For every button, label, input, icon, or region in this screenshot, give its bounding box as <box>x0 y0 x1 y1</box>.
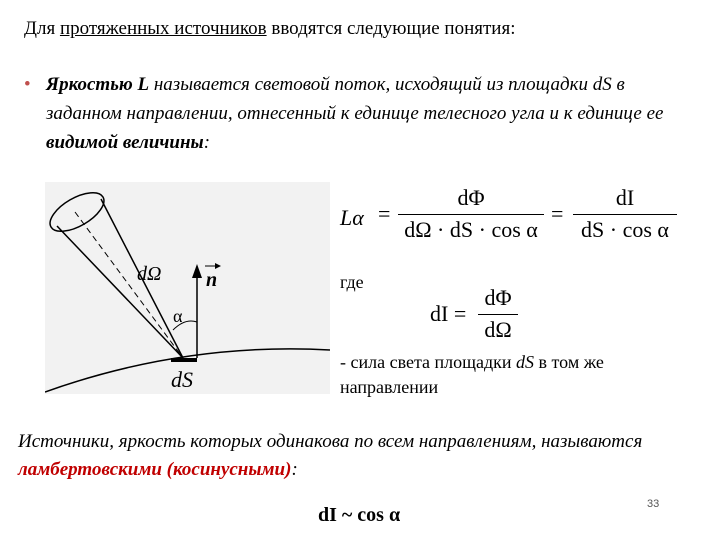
formula-fraction-2 <box>573 185 677 243</box>
description-part2: в том же направлении <box>340 352 604 397</box>
definition-part2: в заданном направлении, отнесенный к единице телесного угла и к единице ее <box>46 74 664 124</box>
formula-eq1: = <box>378 201 391 226</box>
di-fraction-denominator: dΩ <box>484 317 512 342</box>
term-symbol: L <box>137 74 150 95</box>
definition-emphasis: видимой величины <box>46 132 204 153</box>
lambertian-statement <box>18 428 708 484</box>
formula-di-lhs: dI = <box>430 301 467 326</box>
page-number: 33 <box>647 498 660 510</box>
where-label: где <box>340 272 364 292</box>
description-part1: - сила света площадки <box>340 352 517 372</box>
label-domega: dΩ <box>137 263 162 285</box>
di-fraction-numerator: dΦ <box>484 285 512 310</box>
intensity-description <box>340 350 680 400</box>
heading-prefix: Для <box>24 18 60 39</box>
label-normal: n <box>206 269 218 291</box>
definition-dS: dS <box>592 74 612 95</box>
cosine-law-formula: dI ~ cos α <box>318 504 401 526</box>
fraction-1-bar <box>398 214 544 215</box>
di-fraction-bar <box>478 314 518 315</box>
lambertian-part2: : <box>291 459 298 480</box>
luminance-definition <box>24 70 704 157</box>
diagram-background <box>45 182 330 394</box>
formula-fraction-1 <box>398 185 544 243</box>
fraction-2-numerator: dI <box>615 185 635 210</box>
heading-suffix: вводятся следующие понятия: <box>266 18 516 39</box>
formula-di-fraction <box>478 285 518 343</box>
formula-lhs: Lα <box>340 205 364 230</box>
term-luminance: Яркостью <box>46 74 133 95</box>
fraction-2-bar <box>573 214 677 215</box>
label-alpha: α <box>173 306 183 326</box>
definition-part1: называется световой поток, исходящий из площадки <box>149 74 593 95</box>
fraction-2-denominator: dS · cos α <box>581 217 669 242</box>
description-dS: dS <box>516 352 535 372</box>
slide-heading <box>24 18 516 40</box>
fraction-1-numerator: dΦ <box>457 185 485 210</box>
fraction-1-denominator: dΩ · dS · cos α <box>404 217 538 242</box>
luminance-diagram <box>45 182 330 394</box>
heading-underlined: протяженных источников <box>59 18 267 39</box>
label-ds: dS <box>171 367 193 392</box>
definition-part3: : <box>203 132 211 153</box>
lambertian-highlight: ламбертовскими (косинусными) <box>18 459 292 480</box>
bullet-marker: • <box>24 74 31 95</box>
lambertian-part1: Источники, яркость которых одинакова по всем направлениям, называются <box>18 431 643 452</box>
formula-eq2: = <box>551 201 564 226</box>
